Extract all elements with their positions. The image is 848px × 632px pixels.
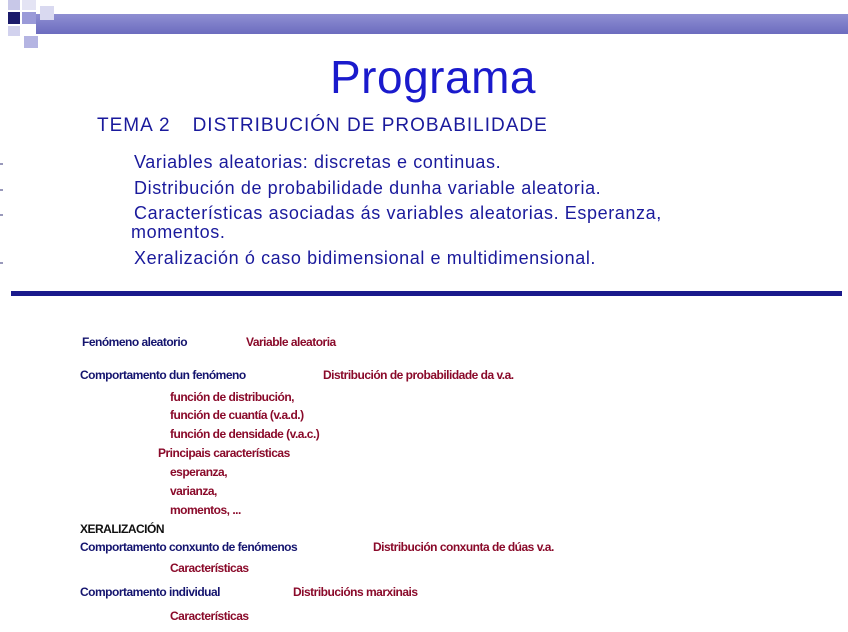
list-item: Características asociadas ás variables aleatorias. Esperanza, momentos. (131, 203, 662, 242)
decor-square (22, 0, 36, 10)
list-item: Distribución de probabilidade dunha variable aleatoria. (134, 178, 602, 198)
note-funcion-cuantia: función de cuantía (v.a.d.) (170, 408, 304, 422)
decor-square (22, 12, 36, 24)
tema-heading (97, 115, 548, 137)
note-comportamento: Comportamento dun fenómeno (80, 368, 246, 382)
header-bar (36, 14, 848, 34)
side-tick (0, 189, 3, 191)
tema-name: DISTRIBUCIÓN DE PROBABILIDADE (192, 115, 548, 136)
tema-number: TEMA 2 (97, 115, 171, 136)
note-esperanza: esperanza, (170, 465, 228, 479)
note-comp-conxunto: Comportamento conxunto de fenómenos (80, 540, 298, 554)
topic-list (131, 152, 734, 274)
note-dist-conxunta: Distribución conxunta de dúas v.a. (373, 540, 554, 554)
note-fenomeno: Fenómeno aleatorio (82, 335, 188, 349)
note-xeralizacion: XERALIZACIÓN (80, 522, 164, 536)
decor-square (8, 26, 20, 36)
decor-square (24, 36, 38, 48)
side-tick (0, 163, 3, 165)
note-funcion-densidade: función de densidade (v.a.c.) (170, 427, 320, 441)
note-dist-marxinais: Distribucións marxinais (293, 585, 418, 599)
note-momentos: momentos, ... (170, 503, 241, 517)
decor-square (40, 6, 54, 20)
note-funcion-distribucion: función de distribución, (170, 390, 294, 404)
note-comp-individual: Comportamento individual (80, 585, 221, 599)
note-variable: Variable aleatoria (246, 335, 336, 349)
note-caracteristicas-2: Características (170, 609, 249, 623)
decor-square (8, 0, 20, 10)
note-varianza: varianza, (170, 484, 217, 498)
list-item: Xeralización ó caso bidimensional e multidimensional. (134, 248, 597, 268)
side-tick (0, 262, 3, 264)
note-distribucion: Distribución de probabilidade da v.a. (323, 368, 514, 382)
note-caracteristicas-1: Características (170, 561, 249, 575)
slide-title: Programa (330, 51, 536, 103)
note-principais: Principais características (158, 446, 290, 460)
section-divider (11, 291, 842, 296)
list-item: Variables aleatorias: discretas e continuas. (134, 152, 502, 172)
side-tick (0, 214, 3, 216)
decor-square (8, 12, 20, 24)
